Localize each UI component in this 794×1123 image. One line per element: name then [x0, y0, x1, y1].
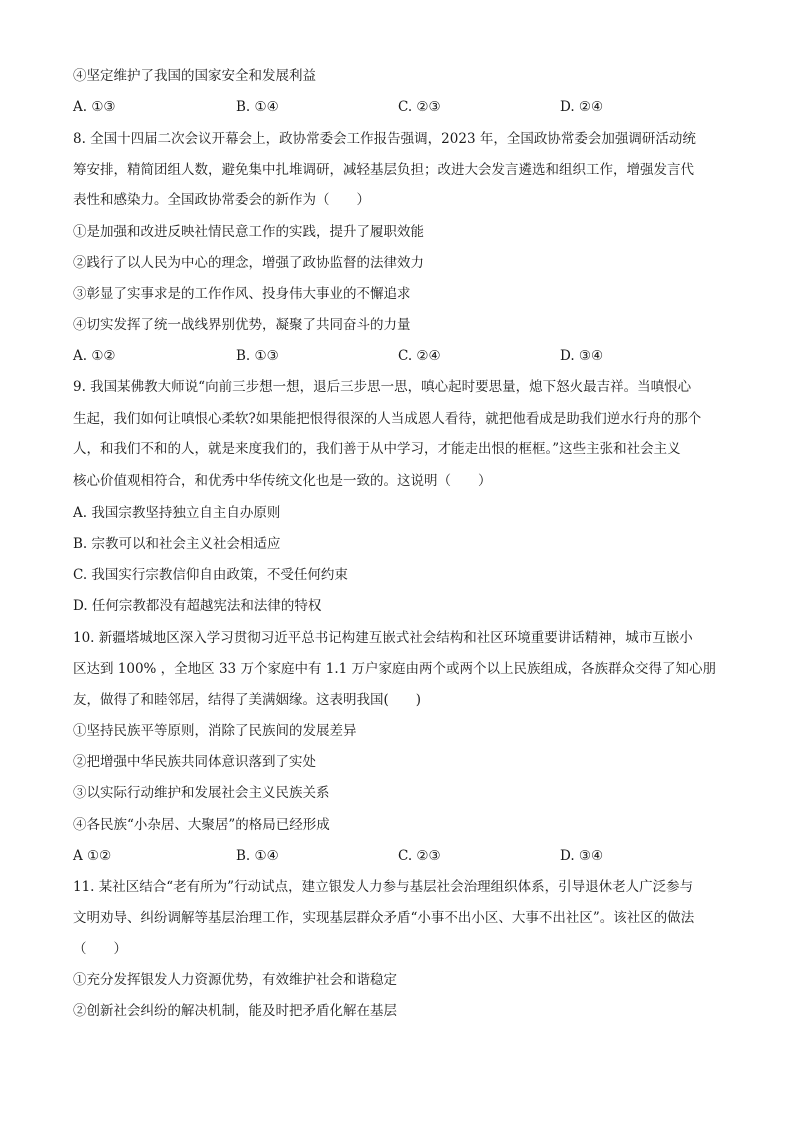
q8-stem-line-2: 筹安排，精简团组人数，避免集中扎堆调研，减轻基层负担；改进大会发言遴选和组织工作，增强发言代	[73, 162, 694, 178]
q11-stem-line-1: 11. 某社区结合“老有所为”行动试点，建立银发人力参与基层社会治理组织体系，引导退休老人广泛参与	[73, 879, 694, 895]
q9-stem-line-4: 核心价值观相符合，和优秀中华传统文化也是一致的。这说明（ ）	[73, 473, 492, 489]
q10-option-d: D. ③④	[560, 848, 604, 864]
q9-choice-a: A. 我国宗教坚持独立自主自办原则	[73, 505, 281, 521]
q10-option-c: C. ②③	[398, 848, 441, 864]
q10-stem-line-1: 10. 新疆塔城地区深入学习贯彻习近平总书记构建互嵌式社会结构和社区环境重要讲话精神，城市互嵌小	[73, 630, 693, 646]
q8-options	[73, 346, 723, 366]
q8-stem-line-3: 表性和感染力。全国政协常委会的新作为（ ）	[73, 192, 370, 208]
q9-stem-line-1: 9. 我国某佛教大师说“向前三步想一想，退后三步思一思，嗔心起时要思量，熄下怒火最吉祥。当嗔恨心	[73, 379, 692, 395]
q8-option-a: A. ①②	[73, 348, 116, 364]
q8-statement-2: ②践行了以人民为中心的理念，增强了政协监督的法律效力	[73, 255, 424, 271]
q10-statement-4: ④各民族“小杂居、大聚居”的格局已经形成	[73, 817, 330, 833]
q7-statement-4: ④坚定维护了我国的国家安全和发展利益	[73, 68, 316, 84]
q8-statement-3: ③彰显了实事求是的工作作风、投身伟大事业的不懈追求	[73, 286, 411, 302]
q11-stem-line-2: 文明劝导、纠纷调解等基层治理工作，实现基层群众矛盾“小事不出小区、大事不出社区”。该社区的做法	[73, 910, 695, 926]
q10-stem-line-2: 区达到 100% ，全地区 33 万个家庭中有 1.1 万户家庭由两个或两个以上民族组成，各族群众交得了知心朋	[73, 661, 716, 677]
q10-option-a: A ①②	[73, 848, 112, 864]
q8-option-d: D. ③④	[560, 348, 604, 364]
q11-stem-line-3: （ ）	[73, 941, 127, 957]
q8-statement-4: ④切实发挥了统一战线界别优势，凝聚了共同奋斗的力量	[73, 317, 411, 333]
q9-stem-line-2: 生起，我们如何让嗔恨心柔软?如果能把恨得很深的人当成恩人看待，就把他看成是助我们逆水行舟的那个	[73, 411, 702, 427]
q10-statement-1: ①坚持民族平等原则，消除了民族间的发展差异	[73, 723, 357, 739]
q7-options	[73, 97, 723, 117]
q8-option-c: C. ②④	[398, 348, 441, 364]
q7-option-b: B. ①④	[236, 99, 279, 115]
q9-choice-d: D. 任何宗教都没有超越宪法和法律的特权	[73, 598, 322, 614]
q8-option-b: B. ①③	[236, 348, 279, 364]
q9-stem-line-3: 人，和我们不和的人，就是来度我们的，我们善于从中学习，才能走出恨的框框。”这些主张和社会主义	[73, 441, 681, 457]
q10-option-b: B. ①④	[236, 848, 279, 864]
q9-choice-b: B. 宗教可以和社会主义社会相适应	[73, 536, 281, 552]
q9-choice-c: C. 我国实行宗教信仰自由政策，不受任何约束	[73, 567, 348, 583]
q7-option-a: A. ①③	[73, 99, 116, 115]
q10-stem-line-3: 友，做得了和睦邻居，结得了美满姻缘。这表明我国( )	[73, 692, 422, 708]
q10-statement-3: ③以实际行动维护和发展社会主义民族关系	[73, 785, 330, 801]
q11-statement-2: ②创新社会纠纷的解决机制，能及时把矛盾化解在基层	[73, 1003, 397, 1019]
q10-options	[73, 846, 723, 866]
q8-stem-line-1: 8. 全国十四届二次会议开幕会上，政协常委会工作报告强调，2023 年，全国政协常委会加强调研活动统	[73, 131, 696, 147]
q11-statement-1: ①充分发挥银发人力资源优势，有效维护社会和谐稳定	[73, 972, 397, 988]
q7-option-c: C. ②③	[398, 99, 441, 115]
q7-option-d: D. ②④	[560, 99, 604, 115]
q10-statement-2: ②把增强中华民族共同体意识落到了实处	[73, 754, 316, 770]
q8-statement-1: ①是加强和改进反映社情民意工作的实践，提升了履职效能	[73, 224, 424, 240]
